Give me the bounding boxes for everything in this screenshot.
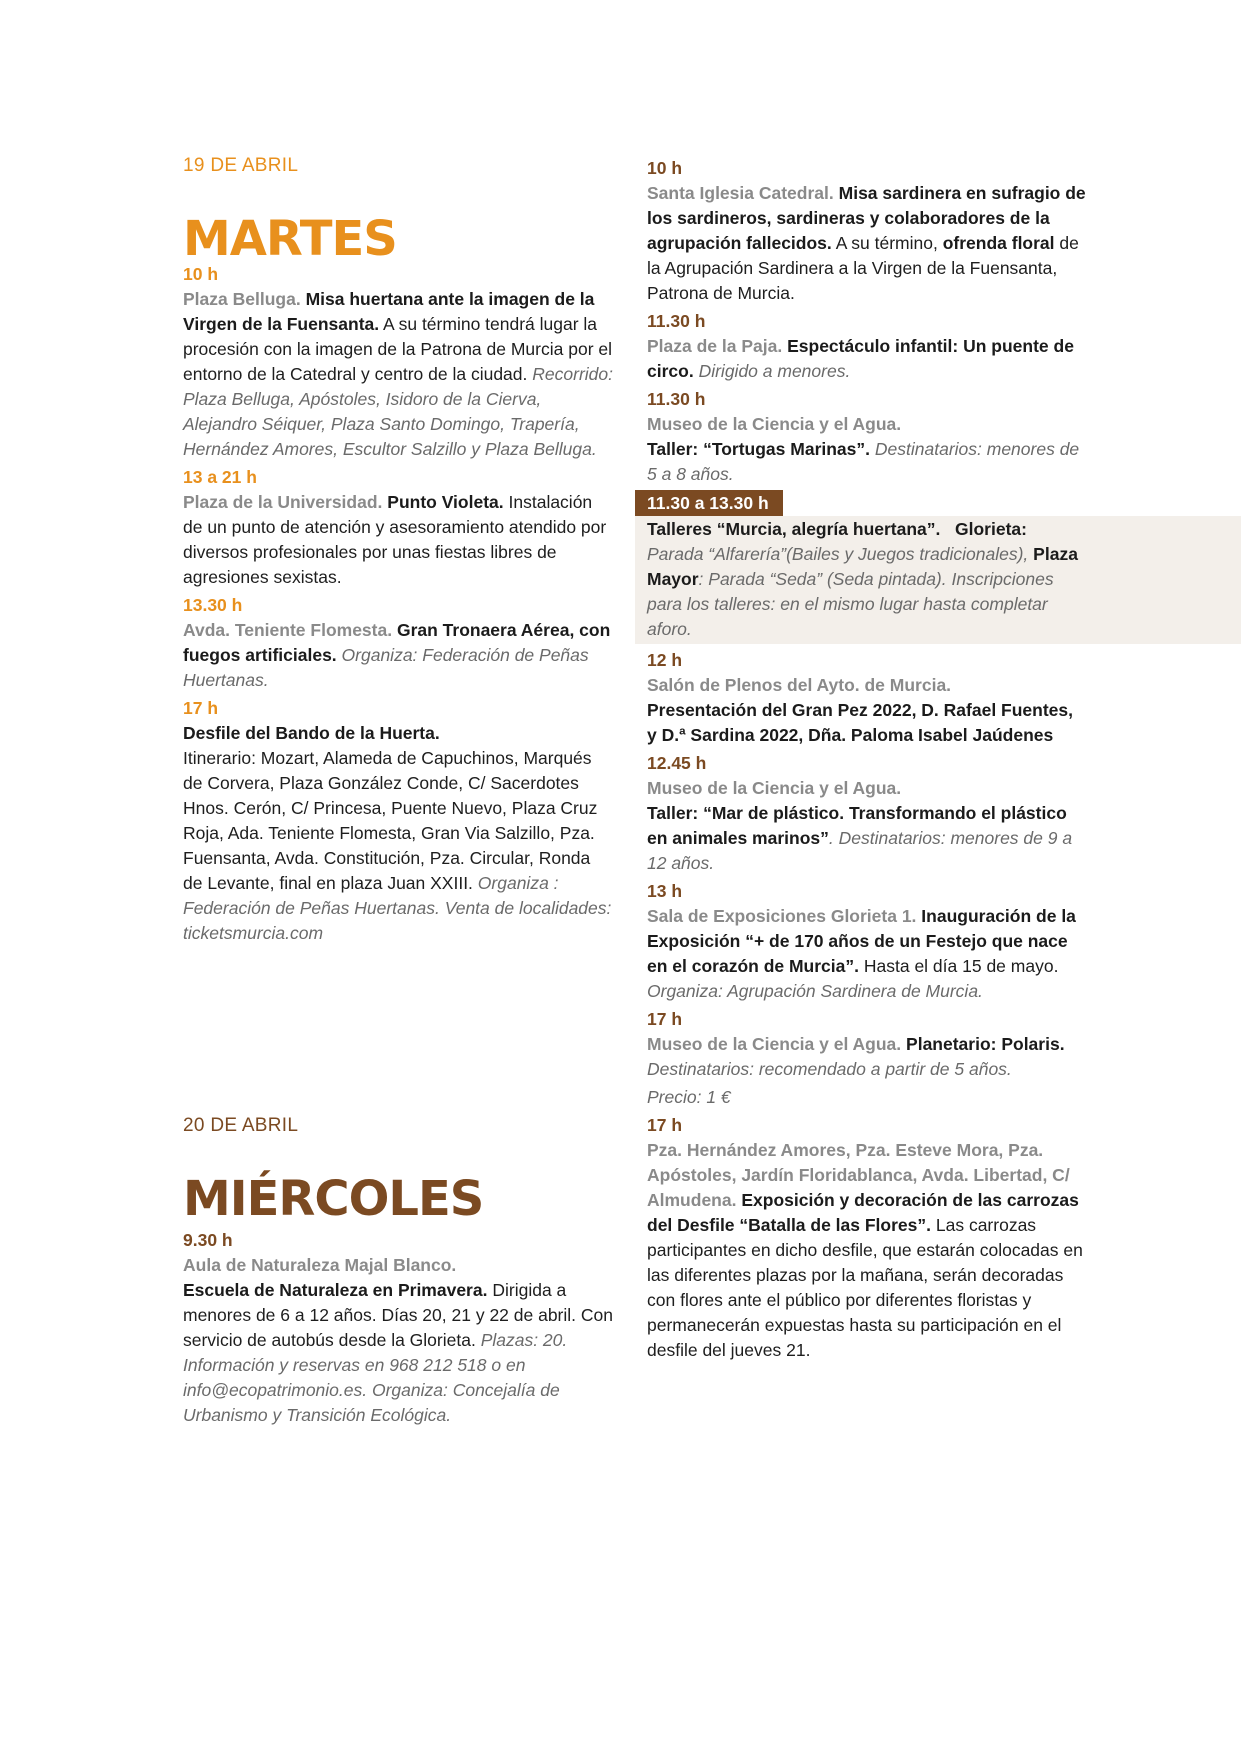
event-title: Misa sardinera en sufragio de los sardineros, sardineras y colaboradores de la agrupación fallecidos. xyxy=(647,183,1086,253)
wednesday-events-continued xyxy=(647,156,1087,1366)
event-title: Desfile del Bando de la Huerta. xyxy=(183,723,440,743)
event-text: Itinerario: Mozart, Alameda de Capuchinos, Marqués de Corvera, Plaza González Conde, C/ Sacerdotes Hnos. Cerón, C/ Princesa, Puente Nuevo, Plaza Cruz Roja, Ada. Teniente Flomesta, Gran Via Salzillo, Pza. Fuensanta, Avda. Constitución, Pza. Circular, Ronda de Levante, final en plaza Juan XXIII. xyxy=(183,748,598,893)
event-time: 9.30 h xyxy=(183,1230,233,1250)
event-tue-3 xyxy=(183,593,613,693)
tuesday-day-title: MARTES xyxy=(183,211,397,267)
event-title-secondary: Glorieta: xyxy=(955,519,1027,539)
event-title: Gran Tronaera Aérea, con fuegos artificiales. xyxy=(183,620,611,665)
event-wed-2 xyxy=(647,156,1087,306)
highlighted-event xyxy=(635,490,1241,644)
event-location: Plaza de la Universidad. xyxy=(183,492,383,512)
highlighted-event-body xyxy=(635,516,1241,644)
event-time: 17 h xyxy=(647,1009,683,1029)
event-note: Plazas: 20. Información y reservas en 968 212 518 o en info@ecopatrimonio.es. Organiza: Concejalía de Urbanismo y Transición Ecológica. xyxy=(183,1330,568,1425)
event-location: Avda. Teniente Flomesta. xyxy=(183,620,393,640)
event-location: Museo de la Ciencia y el Agua. xyxy=(647,414,902,434)
event-title: Espectáculo infantil: Un puente de circo. xyxy=(647,336,1074,381)
event-time: 11.30 h xyxy=(647,389,706,409)
event-title: Taller: “Tortugas Marinas”. xyxy=(647,439,871,459)
event-location: Santa Iglesia Catedral. xyxy=(647,183,834,203)
event-time: 13.30 h xyxy=(183,595,243,615)
event-location: Pza. Hernández Amores, Pza. Esteve Mora, Pza. Apóstoles, Jardín Floridablanca, Avda. Libertad, C/ Almudena. xyxy=(647,1140,1070,1210)
event-wed-5 xyxy=(647,648,1087,748)
event-title: Escuela de Naturaleza en Primavera. xyxy=(183,1280,488,1300)
event-text: Las carrozas participantes en dicho desfile, que estarán colocadas en las diferentes plazas por la mañana, serán decoradas con flores ante el público por diferentes floristas y permanecerán expuestas hasta su participación en el desfile del jueves 21. xyxy=(647,1215,1083,1360)
tuesday-events xyxy=(183,262,613,949)
event-note: . Destinatarios: menores de 9 a 12 años. xyxy=(647,828,1073,873)
event-wed-9 xyxy=(647,1113,1087,1363)
event-location: Sala de Exposiciones Glorieta 1. xyxy=(647,906,917,926)
event-title-tertiary: Plaza Mayor xyxy=(647,544,1078,589)
event-location: Plaza de la Paja. xyxy=(647,336,783,356)
event-note: Parada “Alfarería”(Bailes y Juegos tradicionales), xyxy=(647,544,1029,564)
event-time: 11.30 h xyxy=(647,311,706,331)
highlighted-event-time: 11.30 a 13.30 h xyxy=(635,490,783,516)
event-location: Museo de la Ciencia y el Agua. xyxy=(647,778,902,798)
event-location: Museo de la Ciencia y el Agua. xyxy=(647,1034,902,1054)
event-location: Plaza Belluga. xyxy=(183,289,301,309)
event-time: 17 h xyxy=(647,1115,683,1135)
event-text: Hasta el día 15 de mayo. xyxy=(863,956,1059,976)
event-title-secondary: ofrenda floral xyxy=(942,233,1055,253)
event-wed-4 xyxy=(647,387,1087,487)
event-text: A su término tendrá lugar la procesión con la imagen de la Patrona de Murcia por el entorno de la Catedral y centro de la ciudad. xyxy=(183,314,612,384)
event-wed-6 xyxy=(647,751,1087,876)
event-wed-7 xyxy=(647,879,1087,1004)
event-title: Taller: “Mar de plástico. Transformando el plástico en animales marinos” xyxy=(647,803,1067,848)
event-location: Salón de Plenos del Ayto. de Murcia. xyxy=(647,675,952,695)
event-time: 13 h xyxy=(647,881,683,901)
event-price: Precio: 1 € xyxy=(647,1087,731,1107)
event-wed-8 xyxy=(647,1007,1087,1110)
event-note: Dirigido a menores. xyxy=(698,361,851,381)
event-title: Exposición y decoración de las carrozas del Desfile “Batalla de las Flores”. xyxy=(647,1190,1079,1235)
event-time: 13 a 21 h xyxy=(183,467,257,487)
event-wed-1 xyxy=(183,1228,613,1428)
event-time: 17 h xyxy=(183,698,219,718)
event-title: Presentación del Gran Pez 2022, D. Rafael Fuentes, y D.ª Sardina 2022, Dña. Paloma Isabel Jaúdenes xyxy=(647,700,1073,745)
event-note: Organiza: Agrupación Sardinera de Murcia. xyxy=(647,981,983,1001)
event-tue-2 xyxy=(183,465,613,590)
wednesday-date: 20 DE ABRIL xyxy=(183,1115,299,1136)
event-title: Inauguración de la Exposición “+ de 170 años de un Festejo que nace en el corazón de Murcia”. xyxy=(647,906,1076,976)
event-title: Misa huertana ante la imagen de la Virgen de la Fuensanta. xyxy=(183,289,595,334)
event-tue-1 xyxy=(183,262,613,462)
event-time: 10 h xyxy=(183,264,219,284)
event-time: 12 h xyxy=(647,650,683,670)
event-time: 10 h xyxy=(647,158,683,178)
event-text: de la Agrupación Sardinera a la Virgen de la Fuensanta, Patrona de Murcia. xyxy=(647,233,1079,303)
event-wed-3 xyxy=(647,309,1087,384)
event-time: 12.45 h xyxy=(647,753,707,773)
event-text: Dirigida a menores de 6 a 12 años. Días 20, 21 y 22 de abril. Con servicio de autobús desde la Glorieta. xyxy=(183,1280,613,1350)
event-note: Destinatarios: recomendado a partir de 5 años. xyxy=(647,1059,1012,1079)
event-tue-4 xyxy=(183,696,613,946)
event-location: Aula de Naturaleza Majal Blanco. xyxy=(183,1255,457,1275)
event-note: Destinatarios: menores de 5 a 8 años. xyxy=(647,439,1080,484)
event-text: A su término, xyxy=(835,233,938,253)
event-note: Recorrido: Plaza Belluga, Apóstoles, Isidoro de la Cierva, Alejandro Séiquer, Plaza Santo Domingo, Trapería, Hernández Amores, Escultor Salzillo y Plaza Belluga. xyxy=(183,364,613,459)
event-note: : Parada “Seda” (Seda pintada). Inscripciones para los talleres: en el mismo lugar hasta completar aforo. xyxy=(647,569,1054,639)
event-note: Organiza: Federación de Peñas Huertanas. xyxy=(183,645,589,690)
event-text: Instalación de un punto de atención y asesoramiento atendido por diversos profesionales por unas fiestas libres de agresiones sexistas. xyxy=(183,492,607,587)
tuesday-date: 19 DE ABRIL xyxy=(183,155,299,176)
wednesday-events xyxy=(183,1228,613,1431)
event-note: Organiza : Federación de Peñas Huertanas. Venta de localidades: ticketsmurcia.com xyxy=(183,873,612,943)
event-title: Planetario: Polaris. xyxy=(906,1034,1065,1054)
wednesday-day-title: MIÉRCOLES xyxy=(183,1171,484,1227)
event-title: Punto Violeta. xyxy=(387,492,504,512)
event-title: Talleres “Murcia, alegría huertana”. xyxy=(647,519,941,539)
